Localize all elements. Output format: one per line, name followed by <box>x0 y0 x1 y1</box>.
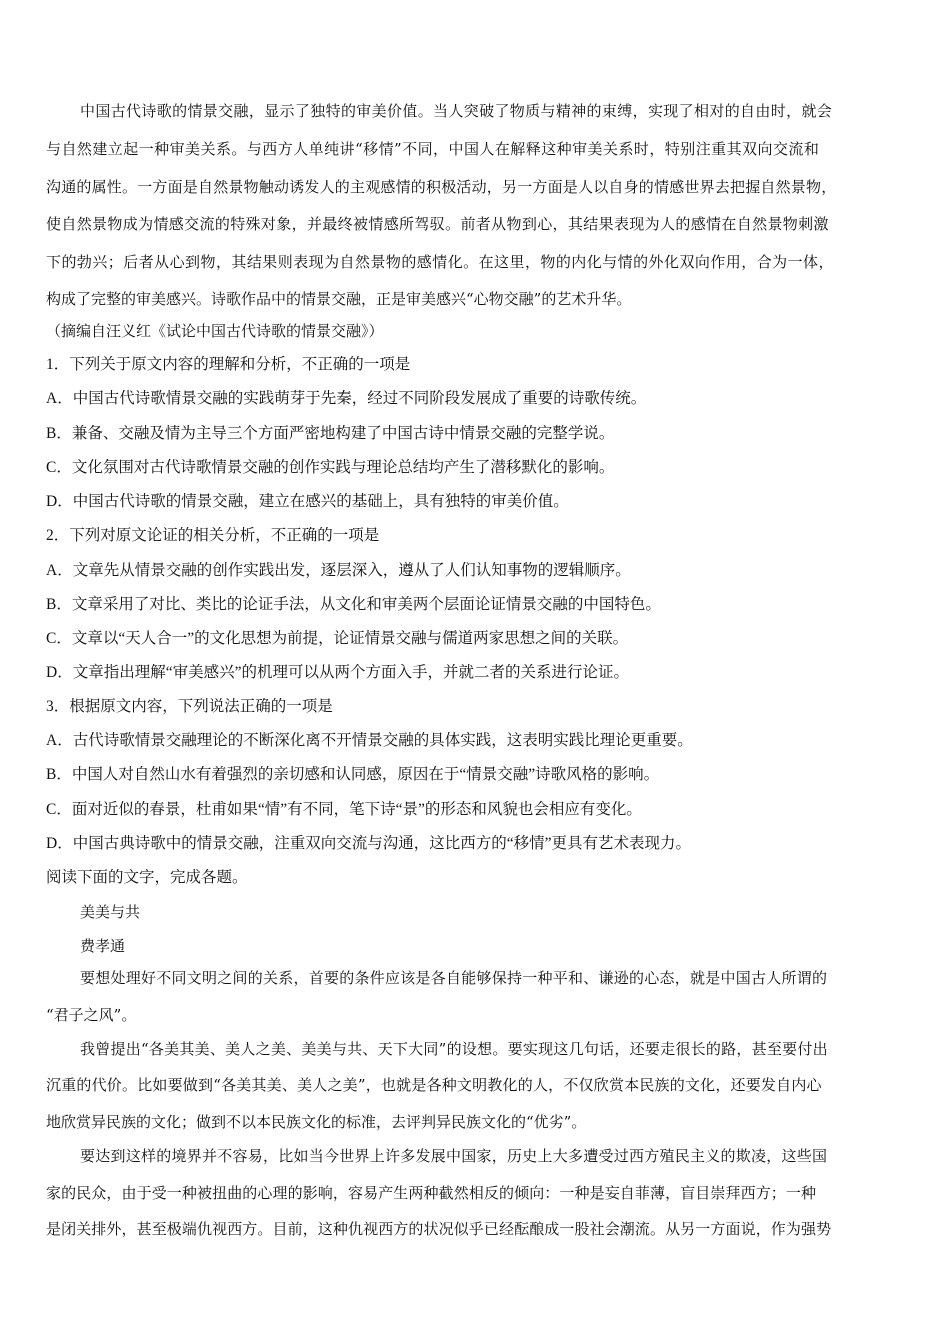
question-3-option-c: C．面对近似的春景，杜甫如果“情”有不同，笔下诗“景”的形态和风貌也会相应有变化。 <box>46 801 642 818</box>
passage2-title: 美美与共 <box>80 903 141 921</box>
passage2-line-8: 是闭关排外，甚至极端仇视西方。目前，这种仇视西方的状况似乎已经酝酿成一股社会潮流。从另一方面说，作为强势 <box>46 1220 832 1238</box>
question-1-option-d: D．中国古代诗歌的情景交融，建立在感兴的基础上，具有独特的审美价值。 <box>46 493 569 510</box>
passage2-line-1: 要想处理好不同文明之间的关系，首要的条件应该是各自能够保持一种平和、谦逊的心态，就是中国古人所谓的 <box>80 969 828 987</box>
question-2-stem: 2．下列对原文论证的相关分析，不正确的一项是 <box>46 527 380 544</box>
passage2-line-4: 沉重的代价。比如要做到“各美其美、美人之美”，也就是各种文明教化的人，不仅欣赏本民族的文化，还要发自内心 <box>46 1076 822 1094</box>
passage1-line-3: 沟通的属性。一方面是自然景物触动诱发人的主观感情的积极活动，另一方面是人以自身的情感世界去把握自然景物， <box>46 178 837 196</box>
passage2-line-5: 地欣赏异民族的文化；做到不以本民族文化的标准，去评判异民族文化的“优劣”。 <box>46 1113 587 1131</box>
question-2-option-a: A．文章先从情景交融的创作实践出发，逐层深入，遵从了人们认知事物的逻辑顺序。 <box>46 562 631 579</box>
passage2-line-7: 家的民众，由于受一种被扭曲的心理的影响，容易产生两种截然相反的倾向：一种是妄自菲薄，盲目崇拜西方；一种 <box>46 1184 817 1202</box>
passage1-line-6: 构成了完整的审美感兴。诗歌作品中的情景交融，正是审美感兴“心物交融”的艺术升华。 <box>46 290 632 308</box>
question-2-option-d: D．文章指出理解“审美感兴”的机理可以从两个方面入手，并就二者的关系进行论证。 <box>46 664 629 681</box>
question-1-option-c: C．文化氛围对古代诗歌情景交融的创作实践与理论总结均产生了潜移默化的影响。 <box>46 459 615 476</box>
passage1-line-4: 使自然景物成为情感交流的特殊对象，并最终被情感所驾驭。前者从物到心，其结果表现为人的感情在自然景物刺激 <box>46 215 829 233</box>
question-3-option-a: A．古代诗歌情景交融理论的不断深化离不开情景交融的具体实践，这表明实践比理论更重要。 <box>46 732 693 749</box>
question-2-option-b: B．文章采用了对比、类比的论证手法，从文化和审美两个层面论证情景交融的中国特色。 <box>46 596 661 613</box>
question-2-option-c: C．文章以“天人合一”的文化思想为前提，论证情景交融与儒道两家思想之间的关联。 <box>46 630 629 647</box>
question-3-stem: 3．根据原文内容，下列说法正确的一项是 <box>46 698 333 715</box>
passage1-line-1: 中国古代诗歌的情景交融，显示了独特的审美价值。当人突破了物质与精神的束缚，实现了相对的自由时，就会 <box>80 102 833 120</box>
question-1-option-a: A．中国古代诗歌情景交融的实践萌芽于先秦，经过不同阶段发展成了重要的诗歌传统。 <box>46 390 647 407</box>
passage2-author: 费孝通 <box>80 937 126 955</box>
question-3-option-d: D．中国古典诗歌中的情景交融，注重双向交流与沟通，这比西方的“移情”更具有艺术表现力。 <box>46 835 691 852</box>
passage2-line-2: “君子之风”。 <box>46 1006 137 1024</box>
passage2-line-6: 要达到这样的境界并不容易，比如当今世界上许多发展中国家，历史上大多遭受过西方殖民主义的欺凌，这些国 <box>80 1147 828 1165</box>
question-3-option-b: B．中国人对自然山水有着强烈的亲切感和认同感，原因在于“情景交融”诗歌风格的影响。 <box>46 766 660 783</box>
reading-instruction: 阅读下面的文字，完成各题。 <box>46 869 248 886</box>
question-1-option-b: B．兼备、交融及情为主导三个方面严密地构建了中国古诗中情景交融的完整学说。 <box>46 425 615 442</box>
passage1-line-2: 与自然建立起一种审美关系。与西方人单纯讲“移情”不同，中国人在解释这种审美关系时，特别注重其双向交流和 <box>46 140 820 158</box>
passage2-line-3: 我曾提出“各美其美、美人之美、美美与共、天下大同”的设想。要实现这几句话，还要走很长的路，甚至要付出 <box>80 1040 828 1058</box>
question-1-stem: 1．下列关于原文内容的理解和分析，不正确的一项是 <box>46 356 411 373</box>
passage1-line-5: 下的勃兴；后者从心到物，其结果则表现为自然景物的感情化。在这里，物的内化与情的外化双向作用，合为一体， <box>46 253 834 271</box>
passage1-source: （摘编自汪义红《试论中国古代诗歌的情景交融》） <box>46 322 384 340</box>
